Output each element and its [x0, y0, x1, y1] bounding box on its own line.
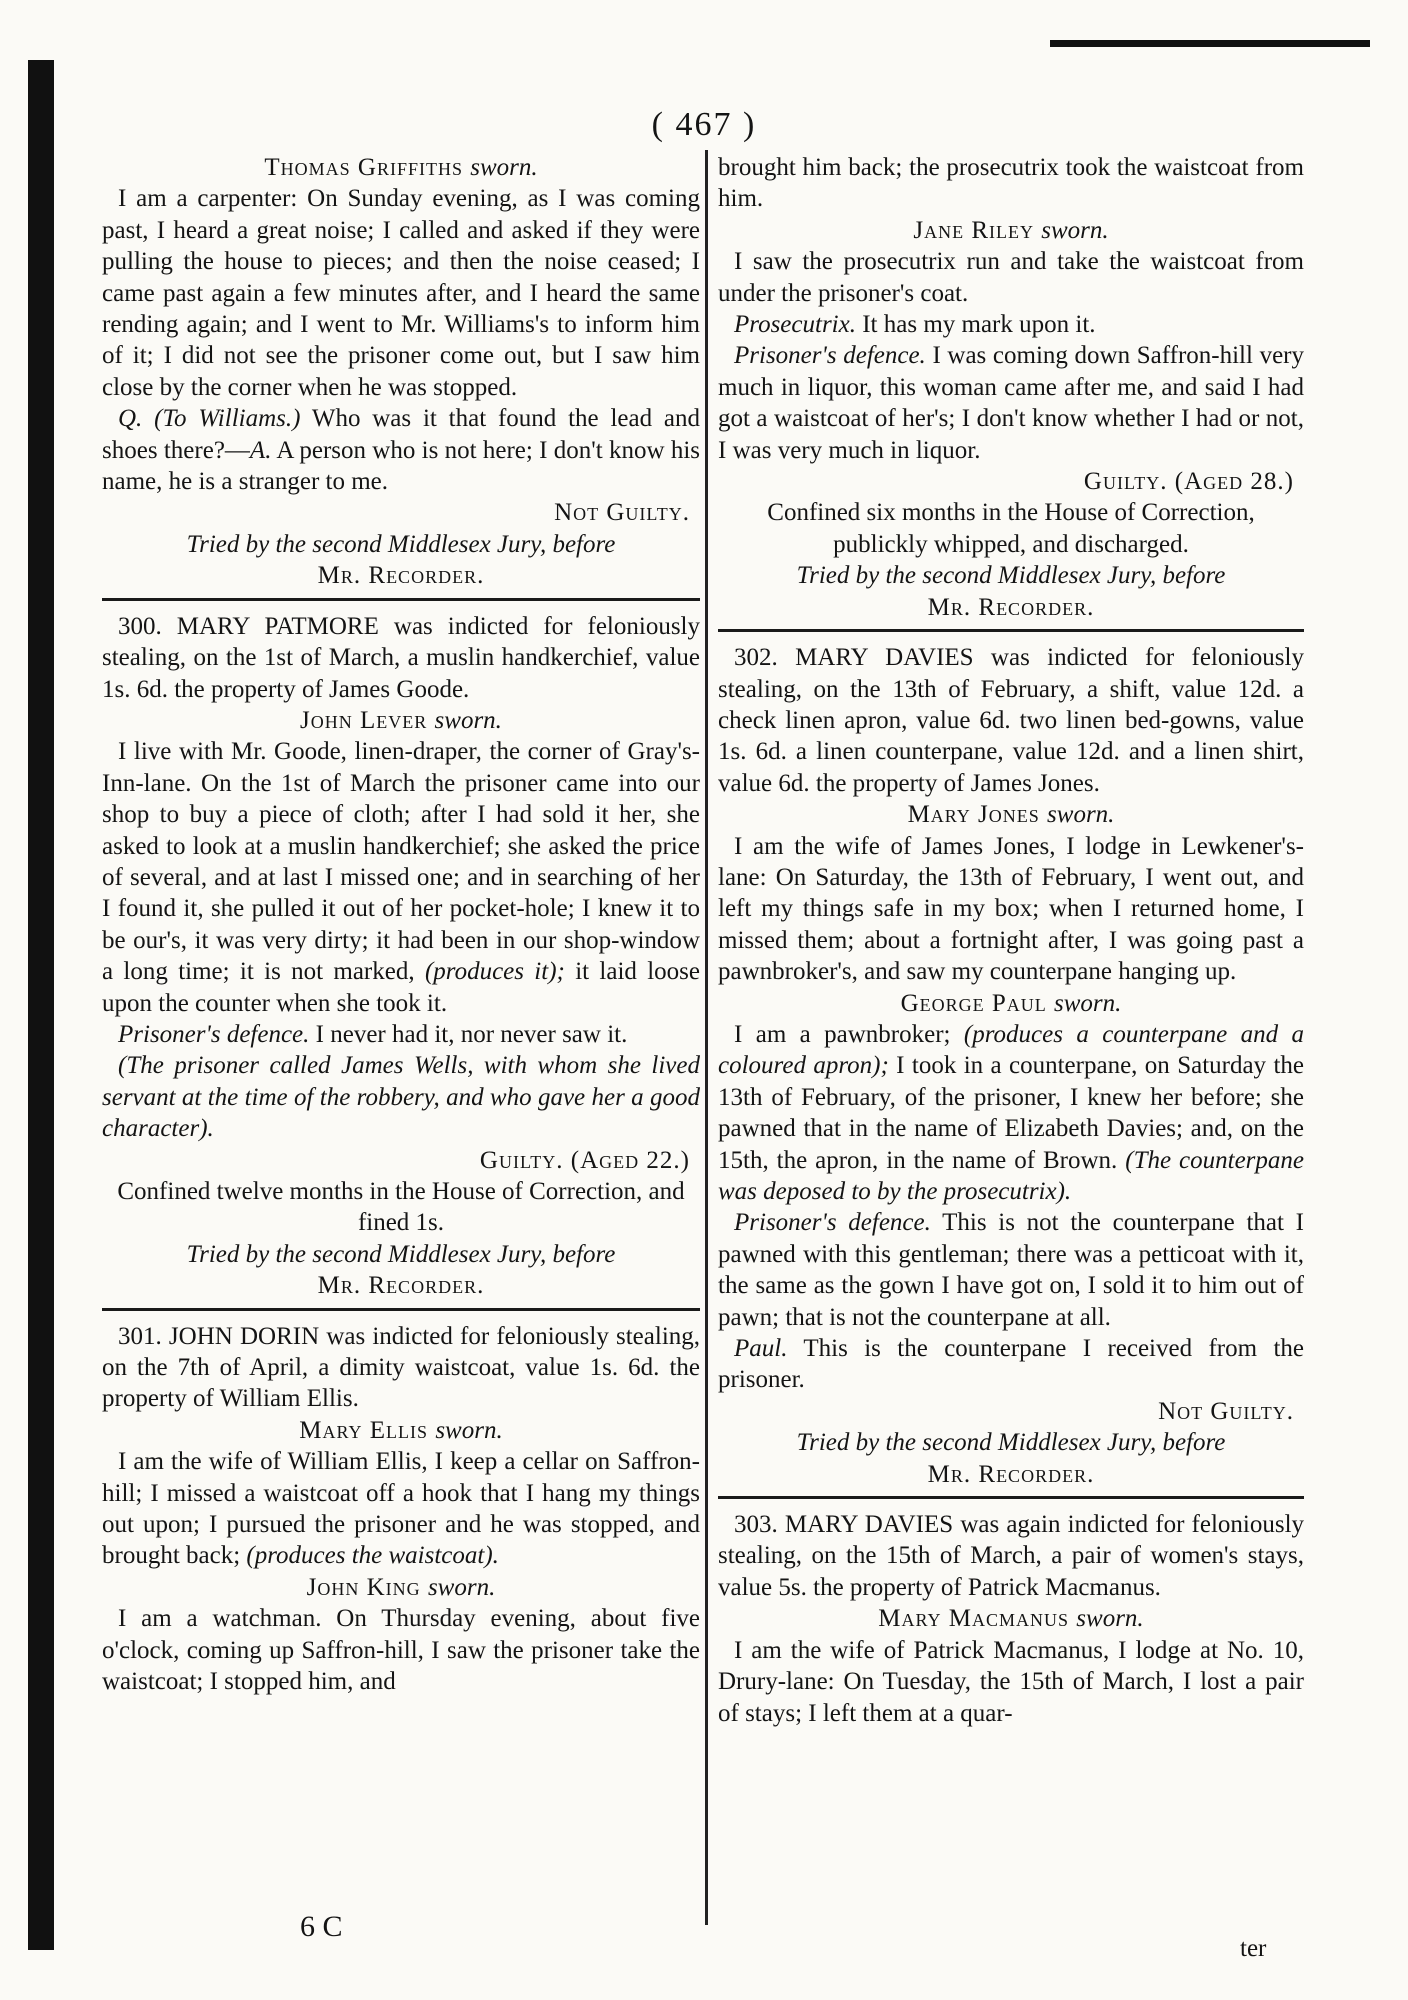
case-separator: [102, 1308, 700, 1311]
prosecutrix-statement: Prosecutrix. It has my mark upon it.: [734, 311, 1096, 339]
witness-heading: Jane Riley sworn.: [913, 216, 1109, 244]
verdict: Guilty. (Aged 22.): [479, 1146, 690, 1174]
witness-heading: Mary Ellis sworn.: [299, 1416, 503, 1444]
tried-by: Tried by the second Middlesex Jury, before: [796, 1429, 1226, 1457]
prisoner-defence: Prisoner's defence. I never had it, nor never saw it.: [118, 1020, 628, 1048]
testimony: I am a watchman. On Thursday evening, about five o'clock, coming up Saffron-hill, I saw the prisoner take the waistcoat; I stopped him, and: [102, 1605, 700, 1696]
case-separator: [718, 1496, 1304, 1499]
sentence: Confined twelve months in the House of Correction, and fined 1s.: [117, 1178, 685, 1237]
catchword: ter: [1240, 1935, 1267, 1962]
prisoner-defence: Prisoner's defence. I was coming down Saffron-hill very much in liquor, this woman came after me, and said I had got a waistcoat of her's; I don't know whether I had or not, I was very much in liquor.: [718, 342, 1304, 464]
recorder: Mr. Recorder.: [317, 1272, 485, 1300]
witness-heading: Mary Jones sworn.: [907, 801, 1115, 829]
testimony: I live with Mr. Goode, linen-draper, the corner of Gray's-Inn-lane. On the 1st of March the prisoner came into our shop to buy a piece of cloth; after I had sold it her, she asked to look at a muslin handkerchief; she asked the price of several, and at last I missed one; and in searching of her I found it, she pulled it out of her pocket-hole; I knew it to be our's, it was very dirty; it had been in our shop-window a long time; it is not marked, (produces it); it laid loose upon the counter when she took it.: [102, 738, 700, 1017]
tried-by: Tried by the second Middlesex Jury, before: [186, 530, 616, 558]
recorder: Mr. Recorder.: [317, 562, 485, 590]
left-column: [102, 152, 700, 1698]
case-302-indictment: 302. MARY DAVIES was indicted for feloniously stealing, on the 13th of February, a shift, value 12d. a check linen apron, value 6d. two linen bed-gowns, value 1s. 6d. a linen counterpane, value 12d. and a linen shirt, value 6d. the property of James Jones.: [718, 644, 1304, 797]
recorder: Mr. Recorder.: [927, 1460, 1095, 1488]
verdict: Not Guilty.: [554, 499, 690, 527]
tried-by: Tried by the second Middlesex Jury, before: [796, 562, 1226, 590]
case-301-indictment: 301. JOHN DORIN was indicted for feloniously stealing, on the 7th of April, a dimity waistcoat, value 1s. 6d. the property of William Ellis.: [102, 1322, 701, 1413]
testimony: I am the wife of James Jones, I lodge in Lewkener's-lane: On Saturday, the 13th of February, I went out, and left my things safe in my box; when I returned home, I missed them; about a fortnight after, I was going past a pawnbroker's, and saw my counterpane hanging up.: [718, 832, 1304, 986]
testimony: I saw the prosecutrix run and take the waistcoat from under the prisoner's coat.: [718, 248, 1304, 307]
witness-heading: Thomas Griffiths sworn.: [264, 154, 538, 181]
right-column: [718, 152, 1304, 1729]
case-303-indictment: 303. MARY DAVIES was again indicted for feloniously stealing, on the 15th of March, a pair of women's stays, value 5s. the property of Patrick Macmanus.: [718, 1511, 1305, 1601]
verdict: Not Guilty.: [1158, 1397, 1294, 1425]
binding-spine-shadow: [28, 60, 54, 1950]
case-separator: [102, 598, 700, 601]
testimony: I am a pawnbroker; (produces a counterpane and a coloured apron); I took in a counterpane, on Saturday the 13th of February, of the prisoner, I knew her before; she pawned that in the name of Elizabeth Davies; and, on the 15th, the apron, in the name of Brown. (The counterpane was deposed to by the prosecutrix).: [718, 1020, 1305, 1205]
court-note: (The prisoner called James Wells, with whom she lived servant at the time of the robbery, and who gave her a good character).: [102, 1052, 700, 1143]
testimony-continued: brought him back; the prosecutrix took the waistcoat from him.: [718, 154, 1304, 213]
testimony: I am a carpenter: On Sunday evening, as I was coming past, I heard a great noise; I called and asked if they were pulling the house to pieces; and then the noise ceased; I came past again a few minutes after, and I heard the same rending again; and I went to Mr. Williams's to inform him of it; I did not see the prisoner come out, but I saw him close by the corner when he was stopped.: [102, 185, 700, 401]
witness-heading: John Lever sworn.: [300, 706, 502, 734]
case-300-indictment: 300. MARY PATMORE was indicted for feloniously stealing, on the 1st of March, a muslin handkerchief, value 1s. 6d. the property of James Goode.: [102, 612, 700, 703]
testimony: I am the wife of Patrick Macmanus, I lodge at No. 10, Drury-lane: On Tuesday, the 15th of March, I lost a pair of stays; I left them at a quar-: [718, 1636, 1304, 1727]
prisoner-defence: Prisoner's defence. This is not the counterpane that I pawned with this gentleman; there was a petticoat with it, the same as the gown I have got on, I sold it to him out of pawn; that is not the counterpane at all.: [718, 1209, 1304, 1331]
witness-heading: John King sworn.: [306, 1573, 496, 1601]
witness-heading: Mary Macmanus sworn.: [878, 1605, 1144, 1633]
testimony: I am the wife of William Ellis, I keep a cellar on Saffron-hill; I missed a waistcoat off a hook that I hang my things out upon; I pursued the prisoner and he was stopped, and brought back; (produces the waistcoat).: [102, 1448, 700, 1570]
witness-statement: Paul. This is the counterpane I received from the prisoner.: [718, 1335, 1304, 1394]
case-separator: [718, 629, 1304, 632]
verdict: Guilty. (Aged 28.): [1083, 468, 1294, 496]
recorder: Mr. Recorder.: [927, 593, 1095, 621]
signature-mark: 6 C: [300, 1910, 343, 1943]
column-divider: [705, 150, 708, 1925]
tried-by: Tried by the second Middlesex Jury, before: [186, 1240, 616, 1268]
top-edge-mark: [1050, 40, 1370, 47]
sentence: Confined six months in the House of Correction, publickly whipped, and discharged.: [767, 499, 1255, 558]
witness-heading: George Paul sworn.: [900, 989, 1122, 1017]
question-answer: Q. (To Williams.) Who was it that found the lead and shoes there?—A. A person who is not here; I don't know his name, he is a stranger to me.: [102, 405, 701, 496]
page-number: ( 467 ): [651, 106, 757, 143]
